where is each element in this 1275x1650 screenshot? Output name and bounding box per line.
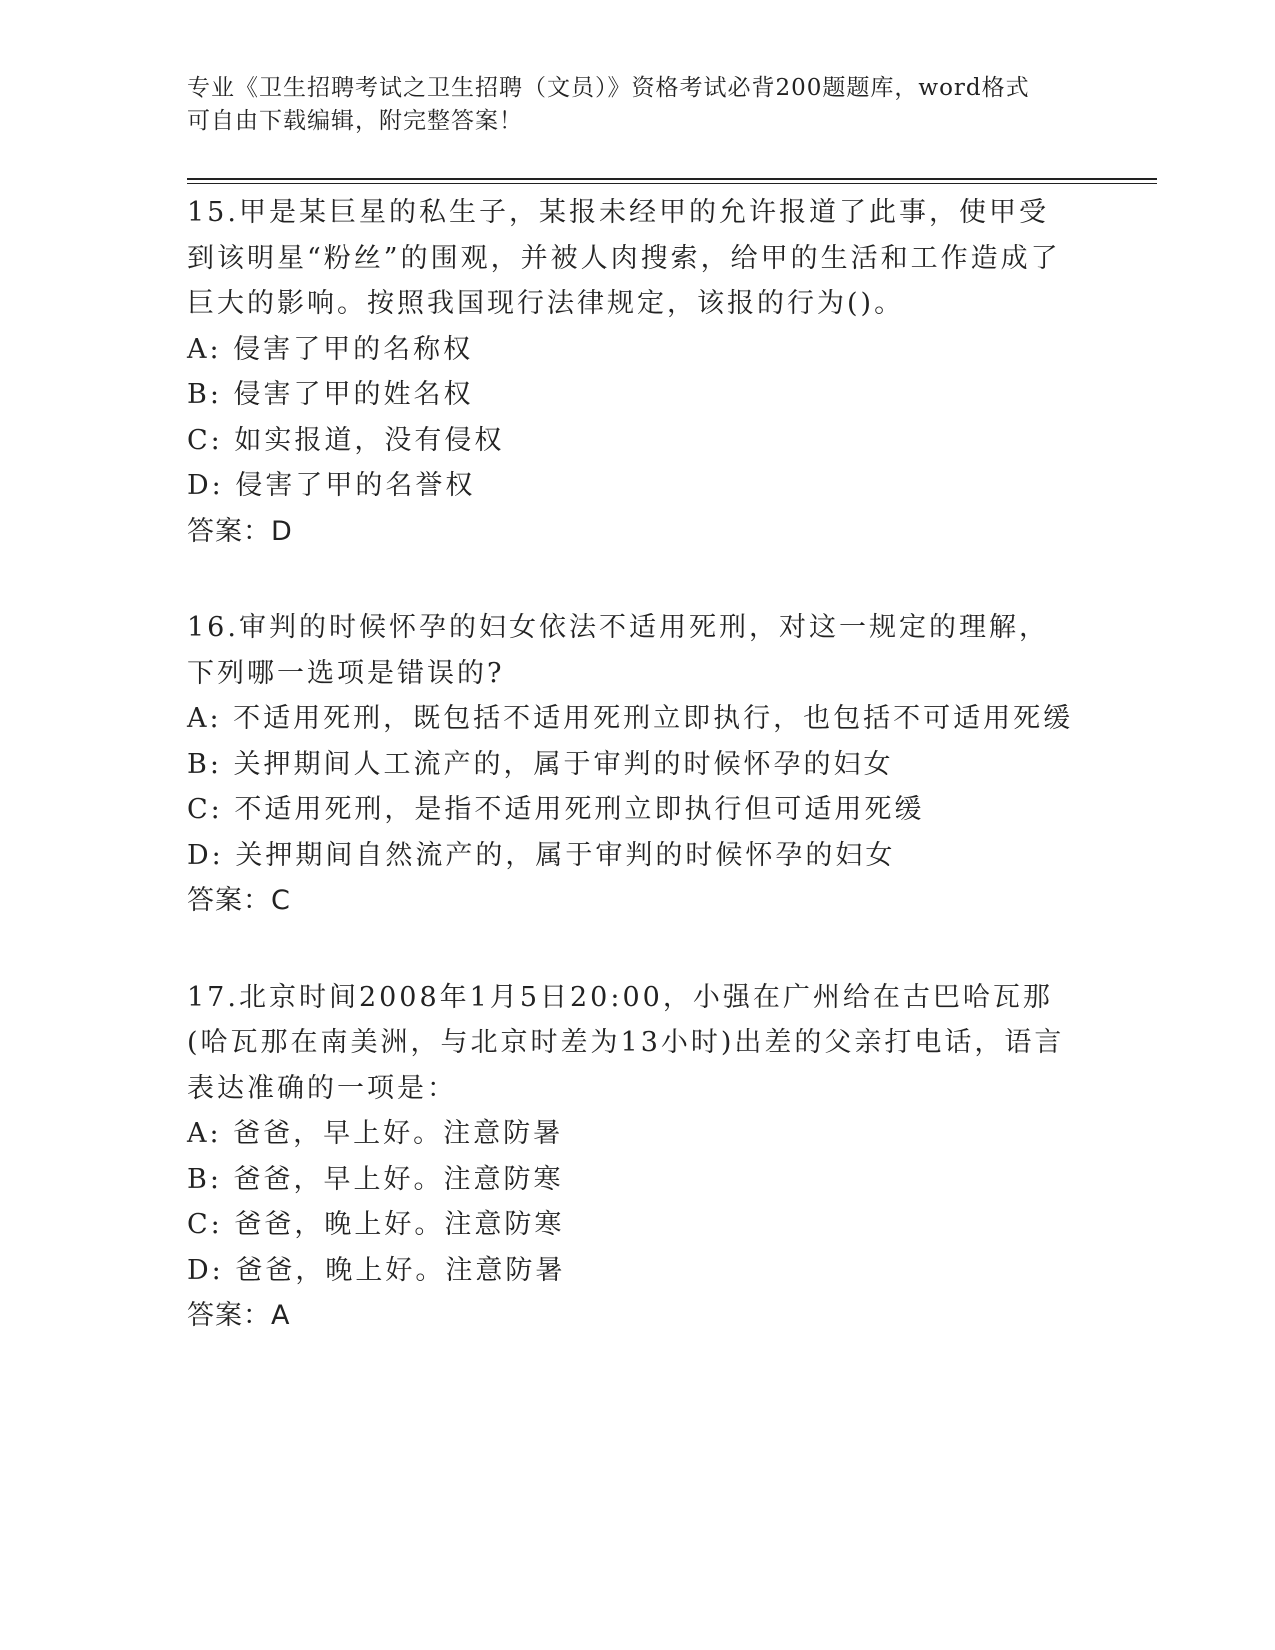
question-17 [187, 975, 1087, 1339]
answer-line: 答案：C [187, 885, 291, 916]
page-header [187, 72, 1067, 138]
option-d: D: 侵害了甲的名誉权 [187, 470, 476, 501]
option-c: C: 如实报道，没有侵权 [187, 424, 505, 456]
question-16 [187, 605, 1087, 924]
option-b: B: 侵害了甲的姓名权 [187, 379, 474, 410]
question-text: 17.北京时间2008年1月5日20:00，小强在广州给在古巴哈瓦那(哈瓦那在南美洲，与北京时差为13小时)出差的父亲打电话，语言表达准确的一项是： [187, 981, 1065, 1104]
option-a: A: 侵害了甲的名称权 [187, 333, 474, 365]
header-line-2: 可自由下载编辑，附完整答案！ [187, 108, 523, 134]
option-b: B: 关押期间人工流产的，属于审判的时候怀孕的妇女 [187, 748, 894, 780]
option-d: D: 爸爸，晚上好。注意防暑 [187, 1254, 566, 1286]
header-line-1: 专业《卫生招聘考试之卫生招聘（文员）》资格考试必背200题题库，word格式 [187, 75, 1030, 101]
answer-line: 答案：A [187, 1300, 291, 1331]
header-divider-thick [187, 178, 1157, 180]
option-a: A: 不适用死刑，既包括不适用死刑立即执行，也包括不可适用死缓 [187, 703, 1074, 734]
option-c: C: 不适用死刑，是指不适用死刑立即执行但可适用死缓 [187, 794, 925, 825]
option-a: A: 爸爸，早上好。注意防暑 [187, 1118, 564, 1149]
header-divider-thin [187, 183, 1157, 184]
option-d: D: 关押期间自然流产的，属于审判的时候怀孕的妇女 [187, 839, 896, 871]
answer-line: 答案：D [187, 515, 293, 547]
question-text: 15.甲是某巨星的私生子，某报未经甲的允许报道了此事，使甲受到该明星“粉丝”的围观，并被人肉搜索，给甲的生活和工作造成了巨大的影响。按照我国现行法律规定，该报的行为()。 [187, 197, 1061, 319]
question-list [187, 190, 1087, 1339]
question-text: 16.审判的时候怀孕的妇女依法不适用死刑，对这一规定的理解，下列哪一选项是错误的? [187, 612, 1049, 689]
option-c: C: 爸爸，晚上好。注意防寒 [187, 1209, 565, 1240]
question-15 [187, 190, 1087, 554]
option-b: B: 爸爸，早上好。注意防寒 [187, 1163, 564, 1195]
